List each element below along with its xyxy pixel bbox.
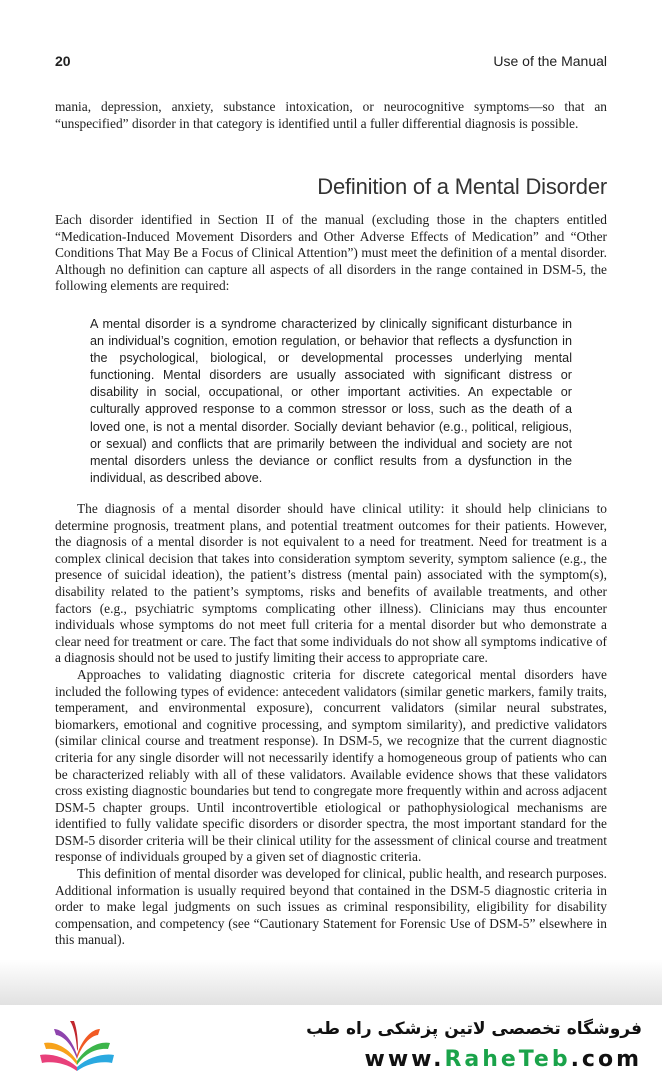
open-book-icon (36, 1017, 118, 1075)
page-edge-shadow (0, 960, 662, 1005)
definition-block: A mental disorder is a syndrome characterized by clinically significant disturbance in an individual’s cognition, emotion regulation, or behavior that reflects a dysfunction in the psychological, biological, or developmental processes underlying mental functioning. Mental disorders are usually associated with significant distress or disability in social, occupational, or other important activities. An expectable or culturally approved response to a common stressor or loss, such as the death of a loved one, is not a mental disorder. Socially deviant behavior (e.g., political, religious, or sexual) and conflicts that are primarily between the individual and society are not mental disorders unless the deviance or conflict results from a dysfunction in the individual, as described above. (90, 317, 572, 485)
store-url[interactable] (365, 1047, 643, 1072)
url-suffix: .com (570, 1047, 642, 1072)
running-title: Use of the Manual (493, 53, 607, 69)
page-number: 20 (55, 53, 71, 69)
paragraph-validators: Approaches to validating diagnostic criteria for discrete categorical mental disorders have included the following types of evidence: antecedent validators (similar genetic markers, family traits, temperament, and environmental exposure), concurrent validators (similar neural substrates, biomarkers, emotional and cognitive processing, and symptom similarity), and predictive validators (similar clinical course and treatment response). In DSM-5, we recognize that the current diagnostic criteria for any single disorder will not necessarily identify a homogeneous group of patients who can be characterized reliably with all of these validators. Available evidence shows that these validators cross existing diagnostic boundaries but tend to congregate more frequently within and across adjacent DSM-5 chapter groups. Until incontrovertible etiological or pathophysiological mechanisms are identified to fully validate specific disorders or disorder spectra, the most important standard for the DSM-5 disorder criteria will be their clinical utility for the assessment of clinical course and treatment response of individuals grouped by a given set of diagnostic criteria. (55, 666, 607, 865)
intro-paragraph (55, 212, 607, 295)
section-heading: Definition of a Mental Disorder (317, 174, 607, 199)
continuation-paragraph (55, 99, 607, 132)
main-paragraphs (55, 501, 607, 949)
store-name: فروشگاه تخصصی لاتین پزشکی راه طب (306, 1019, 642, 1039)
url-brand: RaheTeb (444, 1047, 571, 1072)
paragraph-clinical-utility: The diagnosis of a mental disorder should have clinical utility: it should help clinicians to determine prognosis, treatment plans, and potential treatment outcomes for their patients. However, the diagnosis of a mental disorder is not equivalent to a need for treatment. Need for treatment is a complex clinical decision that takes into consideration symptom severity, symptom salience (e.g., the presence of suicidal ideation), the patient’s distress (mental pain) associated with the symptom(s), disability related to the patient’s symptoms, risks and benefits of available treatments, and other factors (e.g., psychiatric symptoms complicating other illness). Clinicians may thus encounter individuals whose symptoms do not meet full criteria for a mental disorder but who demonstrate a clear need for treatment or care. The fact that some individuals do not show all symptoms indicative of a diagnosis should not be used to justify limiting their access to appropriate care. (55, 501, 607, 666)
paragraph: Each disorder identified in Section II of the manual (excluding those in the chapters entitled “Medication-Induced Movement Disorders and Other Adverse Effects of Medication” and “Other Conditions That May Be a Focus of Clinical Attention”) must meet the definition of a mental disorder. Although no definition can capture all aspects of all disorders in the range contained in DSM-5, the following elements are required: (55, 212, 607, 294)
paragraph: mania, depression, anxiety, substance intoxication, or neurocognitive symptoms—so that an “unspecified” disorder in that category is identified until a fuller differential diagnosis is possible. (55, 99, 607, 131)
paragraph-purposes: This definition of mental disorder was developed for clinical, public health, and research purposes. Additional information is usually required beyond that contained in the DSM-5 diagnostic criteria in order to make legal judgments on such issues as criminal responsibility, eligibility for disability compensation, and competency (see “Cautionary Statement for Forensic Use of DSM-5” elsewhere in this manual). (55, 866, 607, 948)
url-prefix: www. (364, 1047, 445, 1072)
running-head (55, 53, 607, 73)
watermark-banner (0, 1005, 662, 1079)
